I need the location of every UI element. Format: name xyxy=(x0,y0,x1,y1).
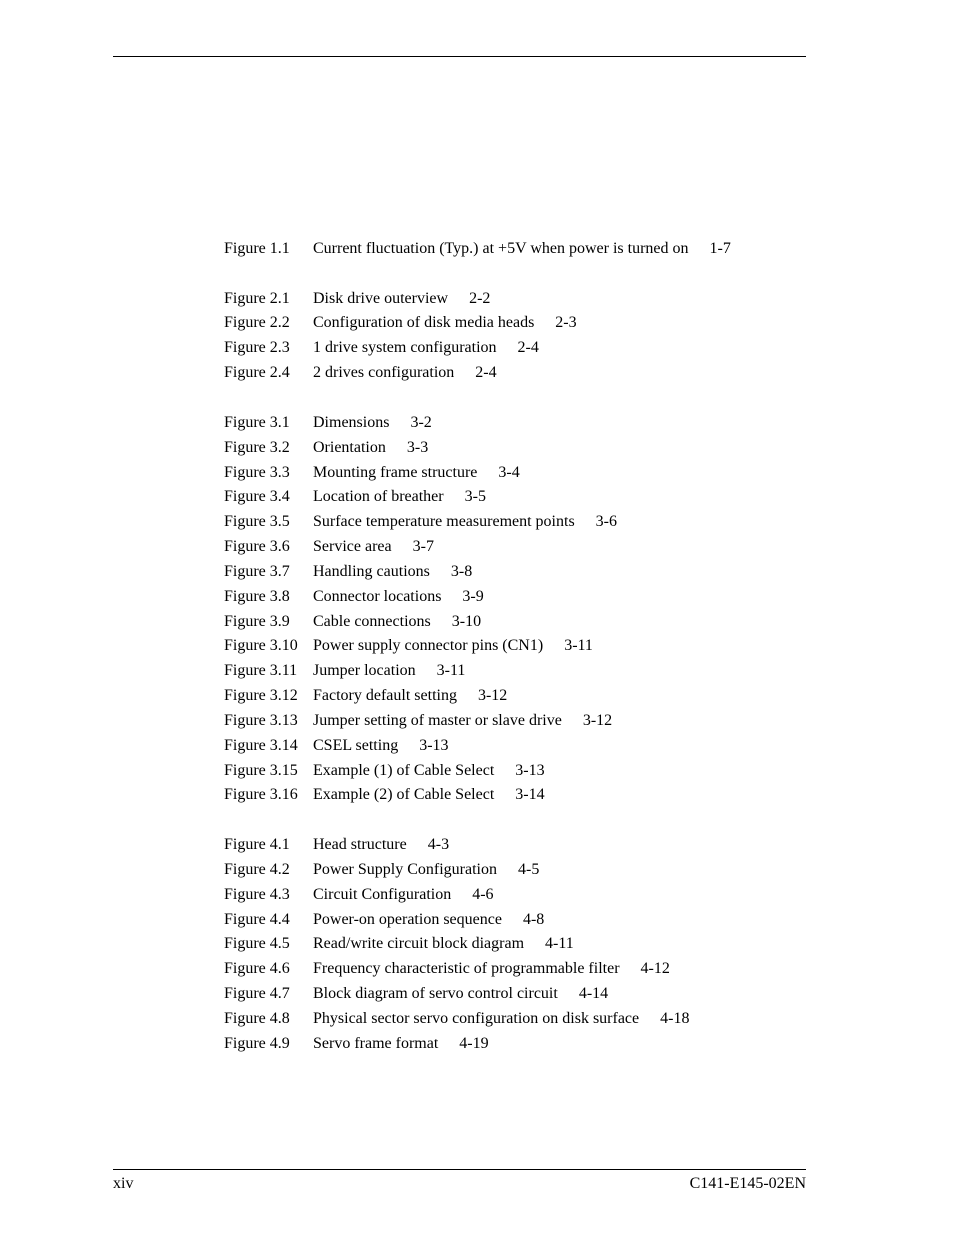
figure-title-text: Circuit Configuration xyxy=(313,885,452,903)
figure-number: Figure 3.8 xyxy=(224,587,290,605)
figure-title xyxy=(313,237,731,262)
figure-page-ref: 4-14 xyxy=(578,985,609,1003)
figure-title xyxy=(313,610,481,635)
figure-entry xyxy=(224,1032,824,1057)
footer-rule xyxy=(113,1169,806,1170)
figure-title-text: Read/write circuit block diagram xyxy=(313,935,525,953)
figure-page-ref: 4-5 xyxy=(518,860,540,878)
figure-page-ref: 3-9 xyxy=(462,587,484,605)
figure-title-text: 2 drives configuration xyxy=(313,364,455,382)
figure-title-text: Jumper location xyxy=(313,662,416,680)
figure-page-ref: 3-8 xyxy=(450,562,473,580)
figure-number: Figure 3.10 xyxy=(224,637,298,655)
figure-number: Figure 2.2 xyxy=(224,314,290,332)
figure-page-ref: 3-11 xyxy=(564,637,593,655)
figure-title xyxy=(313,461,520,486)
figure-number: Figure 4.4 xyxy=(224,910,290,928)
figure-page-ref: 2-2 xyxy=(469,289,491,307)
figure-number: Figure 3.16 xyxy=(224,786,298,804)
figure-page-ref: 3-12 xyxy=(582,711,613,729)
figure-title-text: Connector locations xyxy=(313,587,442,605)
figure-entry xyxy=(224,982,824,1007)
figure-title xyxy=(313,560,472,585)
figure-entry xyxy=(224,684,824,709)
figure-entry xyxy=(224,336,824,361)
figure-number: Figure 3.5 xyxy=(224,513,290,531)
figure-number: Figure 4.5 xyxy=(224,935,290,953)
figure-number: Figure 4.7 xyxy=(224,985,290,1003)
figure-page-ref: 3-11 xyxy=(436,662,466,680)
figure-entry xyxy=(224,957,824,982)
figure-page-ref: 3-7 xyxy=(412,538,434,556)
footer-page-number: xiv xyxy=(113,1175,134,1192)
figure-entry xyxy=(224,510,824,535)
header-rule xyxy=(113,56,806,57)
figure-title xyxy=(313,1007,689,1032)
figure-page-ref: 2-4 xyxy=(517,339,539,357)
figure-number: Figure 3.12 xyxy=(224,687,298,705)
figure-title xyxy=(313,436,428,461)
figure-title xyxy=(313,709,612,734)
figure-entry xyxy=(224,932,824,957)
figure-number: Figure 4.1 xyxy=(224,836,290,854)
figure-number: Figure 4.3 xyxy=(224,885,290,903)
figure-title xyxy=(313,783,545,808)
figure-number: Figure 3.13 xyxy=(224,711,298,729)
figure-entry xyxy=(224,759,824,784)
figure-number: Figure 4.8 xyxy=(224,1010,290,1028)
figure-entry xyxy=(224,560,824,585)
figure-number: Figure 3.9 xyxy=(224,612,290,630)
figure-entry xyxy=(224,1007,824,1032)
figure-title xyxy=(313,833,449,858)
figure-title-text: Servo frame format xyxy=(313,1034,439,1052)
figure-number: Figure 3.6 xyxy=(224,538,290,556)
figure-title xyxy=(313,659,465,684)
figure-entry xyxy=(224,858,824,883)
figure-entry xyxy=(224,311,824,336)
figure-title-text: Service area xyxy=(313,538,392,556)
figure-entry xyxy=(224,411,824,436)
figure-entry xyxy=(224,634,824,659)
figure-title-text: Dimensions xyxy=(313,413,390,431)
figure-title-text: Handling cautions xyxy=(313,562,430,580)
figure-title xyxy=(313,634,593,659)
figure-number: Figure 3.7 xyxy=(224,562,290,580)
figure-page-ref: 2-4 xyxy=(475,364,497,382)
figure-page-ref: 4-8 xyxy=(522,910,545,928)
figure-page-ref: 3-4 xyxy=(498,463,520,481)
figure-entry xyxy=(224,734,824,759)
figure-title-text: CSEL setting xyxy=(313,736,399,754)
figure-title-text: Mounting frame structure xyxy=(313,463,478,481)
list-of-figures xyxy=(224,237,824,1057)
figure-title xyxy=(313,759,545,784)
figure-page-ref: 3-3 xyxy=(406,438,429,456)
figure-entry xyxy=(224,833,824,858)
figure-page-ref: 4-18 xyxy=(660,1010,690,1028)
figure-title-text: 1 drive system configuration xyxy=(313,339,497,357)
figure-title-text: Power supply connector pins (CN1) xyxy=(313,637,544,655)
figure-entry xyxy=(224,436,824,461)
figure-entry xyxy=(224,485,824,510)
figure-page-ref: 3-2 xyxy=(410,413,432,431)
figure-number: Figure 2.1 xyxy=(224,289,290,307)
figure-title xyxy=(313,932,574,957)
figure-title xyxy=(313,585,484,610)
figure-page-ref: 3-12 xyxy=(477,687,508,705)
figure-title-text: Jumper setting of master or slave drive xyxy=(313,711,562,729)
figure-title xyxy=(313,982,608,1007)
figure-entry xyxy=(224,709,824,734)
figure-title xyxy=(313,1032,489,1057)
figure-title-text: Head structure xyxy=(313,836,407,854)
figure-page-ref: 3-13 xyxy=(419,736,449,754)
figure-title xyxy=(313,311,577,336)
figure-title-text: Cable connections xyxy=(313,612,431,630)
figure-title xyxy=(313,734,449,759)
figure-title-text: Block diagram of servo control circuit xyxy=(313,985,558,1003)
figure-title xyxy=(313,287,490,312)
figure-title xyxy=(313,858,539,883)
figure-page-ref: 4-6 xyxy=(472,885,494,903)
figure-title-text: Disk drive outerview xyxy=(313,289,449,307)
figure-title xyxy=(313,535,434,560)
figure-page-ref: 3-13 xyxy=(515,761,545,779)
figure-title-text: Power-on operation sequence xyxy=(313,910,502,928)
figure-title xyxy=(313,411,432,436)
figure-number: Figure 3.4 xyxy=(224,488,290,506)
figure-entry xyxy=(224,610,824,635)
figure-entry xyxy=(224,783,824,808)
figure-number: Figure 3.1 xyxy=(224,413,290,431)
figure-entry xyxy=(224,659,824,684)
figure-group xyxy=(224,411,824,809)
figure-number: Figure 3.15 xyxy=(224,761,298,779)
figure-entry xyxy=(224,361,824,386)
figure-page-ref: 4-3 xyxy=(427,836,450,854)
figure-number: Figure 2.3 xyxy=(224,339,290,357)
figure-title-text: Orientation xyxy=(313,438,386,456)
figure-entry xyxy=(224,908,824,933)
figure-entry xyxy=(224,585,824,610)
figure-title-text: Physical sector servo configuration on disk surface xyxy=(313,1010,640,1028)
figure-group xyxy=(224,237,824,262)
figure-group xyxy=(224,833,824,1057)
figure-title xyxy=(313,684,507,709)
figure-entry xyxy=(224,883,824,908)
figure-title xyxy=(313,908,544,933)
figure-number: Figure 3.14 xyxy=(224,736,298,754)
figure-page-ref: 2-3 xyxy=(555,314,577,332)
figure-number: Figure 4.2 xyxy=(224,860,290,878)
figure-page-ref: 3-10 xyxy=(451,612,482,630)
figure-page-ref: 1-7 xyxy=(709,240,731,257)
figure-title-text: Current fluctuation (Typ.) at +5V when power is turned on xyxy=(313,240,689,257)
figure-number: Figure 4.9 xyxy=(224,1034,290,1052)
figure-title-text: Location of breather xyxy=(313,488,444,506)
footer-document-code: C141-E145-02EN xyxy=(689,1175,806,1192)
figure-title xyxy=(313,883,494,908)
figure-title-text: Example (2) of Cable Select xyxy=(313,786,495,804)
figure-title-text: Frequency characteristic of programmable filter xyxy=(313,960,620,978)
figure-number: Figure 1.1 xyxy=(224,240,290,257)
figure-number: Figure 3.2 xyxy=(224,438,290,456)
figure-page-ref: 3-6 xyxy=(595,513,617,531)
figure-number: Figure 4.6 xyxy=(224,960,290,978)
figure-title-text: Configuration of disk media heads xyxy=(313,314,535,332)
figure-number: Figure 3.3 xyxy=(224,463,290,481)
figure-entry xyxy=(224,535,824,560)
figure-title-text: Example (1) of Cable Select xyxy=(313,761,495,779)
figure-number: Figure 2.4 xyxy=(224,364,290,382)
figure-title xyxy=(313,510,617,535)
figure-title xyxy=(313,957,670,982)
figure-number: Figure 3.11 xyxy=(224,662,298,680)
figure-entry xyxy=(224,237,824,262)
figure-page-ref: 4-12 xyxy=(640,960,670,978)
figure-title-text: Surface temperature measurement points xyxy=(313,513,575,531)
figure-title-text: Power Supply Configuration xyxy=(313,860,497,878)
figure-page-ref: 4-19 xyxy=(459,1034,489,1052)
figure-title xyxy=(313,361,497,386)
figure-page-ref: 3-14 xyxy=(515,786,545,804)
figure-title xyxy=(313,485,486,510)
figure-title xyxy=(313,336,539,361)
figure-title-text: Factory default setting xyxy=(313,687,457,705)
figure-page-ref: 4-11 xyxy=(545,935,574,953)
figure-group xyxy=(224,287,824,386)
figure-page-ref: 3-5 xyxy=(464,488,486,506)
figure-entry xyxy=(224,287,824,312)
figure-entry xyxy=(224,461,824,486)
